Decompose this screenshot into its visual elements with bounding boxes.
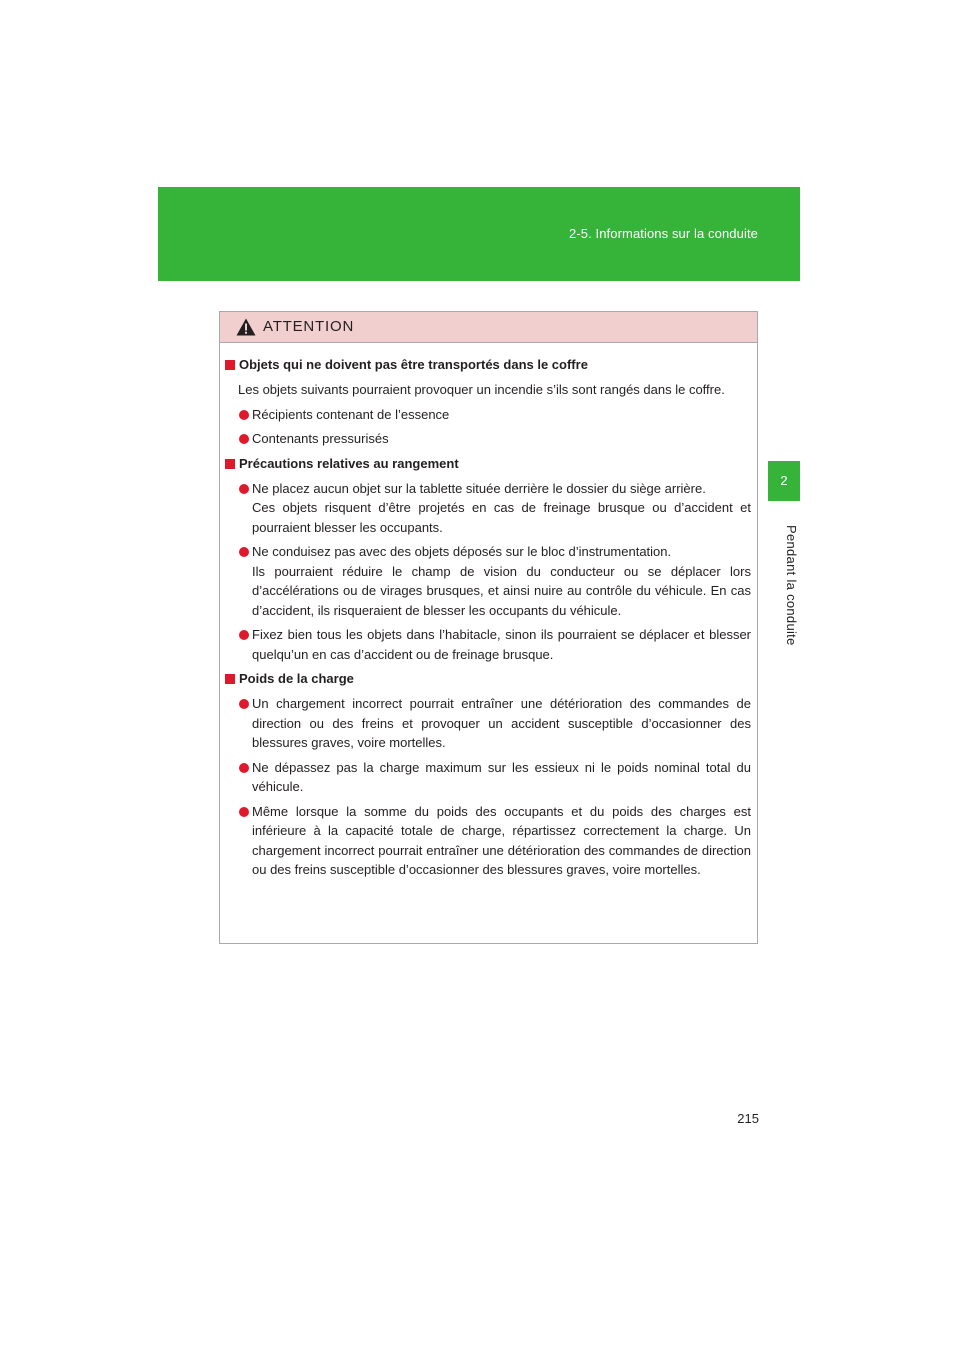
warning-box <box>219 311 758 944</box>
section-intro: Les objets suivants pourraient provoquer un incendie s’ils sont rangés dans le coffre. <box>238 382 725 397</box>
list-item: Fixez bien tous les objets dans l’habitacle, sinon ils pourraient se déplacer et blesser quelqu’un en cas d’accident ou de freinage brusque. <box>225 625 751 664</box>
red-dot-icon <box>239 434 249 444</box>
red-square-icon <box>225 360 235 370</box>
chapter-header-band <box>158 187 800 281</box>
red-dot-icon <box>239 484 249 494</box>
list-item: Ne placez aucun objet sur la tablette située derrière le dossier du siège arrière. Ces objets risquent d’être projetés en cas de freinage brusque ou d’accident et pourraient blesser les occupants. <box>225 479 751 538</box>
red-dot-icon <box>239 807 249 817</box>
list-item: Un chargement incorrect pourrait entraîner une détérioration des commandes de direction ou des freins et provoquer un accident susceptible d’occasionner des blessures graves, voire mortelles. <box>225 694 751 753</box>
list-item: Contenants pressurisés <box>225 429 751 449</box>
list-item: Ne conduisez pas avec des objets déposés sur le bloc d’instrumentation. Ils pourraient réduire le champ de vision du conducteur ou se déplacer lors d’accélérations ou de virages brusques, et ainsi nuire au contrôle du véhicule. En cas d’accident, ils risqueraient de blesser les occupants du véhicule. <box>225 542 751 620</box>
red-dot-icon <box>239 630 249 640</box>
warning-triangle-icon <box>236 318 256 336</box>
chapter-tab-label: Pendant la conduite <box>784 525 799 646</box>
red-dot-icon <box>239 410 249 420</box>
section-title: 2-5. Informations sur la conduite <box>568 226 758 241</box>
list-item: Récipients contenant de l’essence <box>225 405 751 425</box>
red-dot-icon <box>239 763 249 773</box>
red-dot-icon <box>239 547 249 557</box>
red-square-icon <box>225 459 235 469</box>
warning-title: ATTENTION <box>263 318 355 335</box>
section-heading: Poids de la charge <box>225 669 751 689</box>
list-item: Ne dépassez pas la charge maximum sur les essieux ni le poids nominal total du véhicule. <box>225 758 751 797</box>
warning-header <box>220 312 757 343</box>
list-item: Même lorsque la somme du poids des occupants et du poids des charges est inférieure à la capacité totale de charge, répartissez correctement la charge. Un chargement incorrect pourrait entraîner une détérioration des commandes de direction ou des freins susceptible d’occasionner des blessures graves, voire mortelles. <box>225 802 751 880</box>
page-number: 215 <box>737 1111 759 1126</box>
red-square-icon <box>225 674 235 684</box>
section-heading: Précautions relatives au rangement <box>225 454 751 474</box>
red-dot-icon <box>239 699 249 709</box>
chapter-tab: 2 <box>768 461 800 501</box>
section-heading: Objets qui ne doivent pas être transportés dans le coffre <box>225 355 751 375</box>
warning-body <box>220 343 757 880</box>
